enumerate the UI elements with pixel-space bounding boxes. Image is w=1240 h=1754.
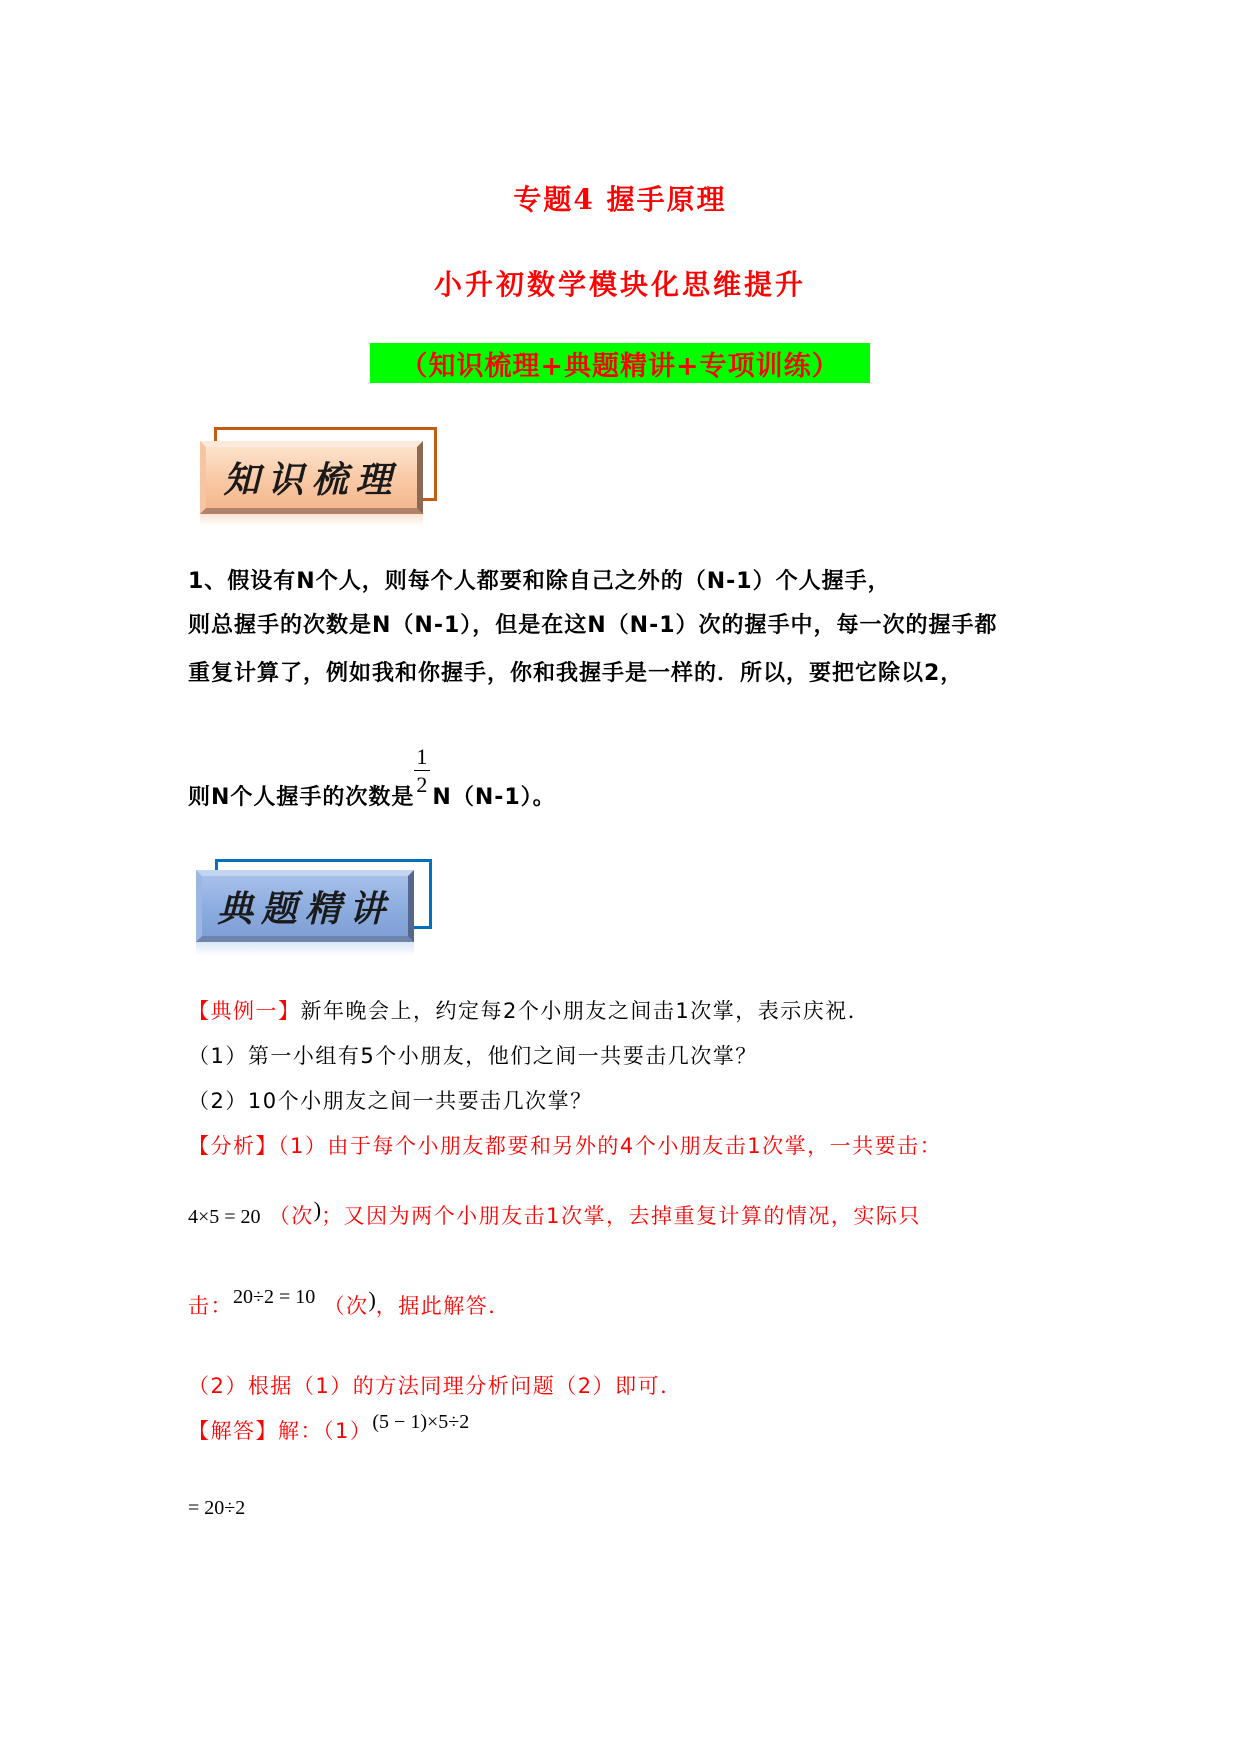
analysis-text-3-prefix: 击： [188, 1294, 233, 1318]
banner-text: （知识梳理+典题精讲+专项训练） [400, 350, 840, 382]
answer-line-1 [188, 1411, 470, 1445]
answer-math-2: = 20÷2 [188, 1497, 246, 1519]
analysis-line-4: （2）根据（1）的方法同理分析问题（2）即可． [188, 1374, 683, 1398]
analysis-tag: 【分析】 [188, 1134, 278, 1158]
analysis-text-1: （1）由于每个小朋友都要和另外的4个小朋友击1次掌，一共要击： [278, 1134, 943, 1158]
analysis-unit-2: （次 [323, 1294, 369, 1318]
analysis-line-2 [188, 1197, 921, 1230]
highlight-banner [370, 343, 870, 383]
analysis-line-1 [188, 1130, 942, 1160]
analysis-paren-1: ) [313, 1197, 322, 1222]
answer-prefix: 解：（1） [278, 1419, 373, 1443]
document-subtitle: 小升初数学模块化思维提升 [433, 268, 806, 301]
section-heading-examples [196, 870, 414, 942]
analysis-math-2: 20÷2 = 10 [233, 1286, 316, 1308]
analysis-text-2: ；又因为两个小朋友击1次掌，去掉重复计算的情况，实际只 [321, 1204, 921, 1228]
example-tag: 【典例一】 [188, 999, 301, 1023]
formula-prefix: 则N个人握手的次数是 [188, 785, 415, 810]
analysis-line-3 [188, 1286, 511, 1320]
answer-line-2 [188, 1495, 245, 1520]
example-question [188, 995, 870, 1025]
fraction-numerator: 1 [416, 744, 429, 769]
analysis-text-3-suffix: ，据此解答． [375, 1294, 511, 1318]
example-question-text: 新年晚会上，约定每2个小朋友之间击1次掌，表示庆祝． [300, 999, 871, 1023]
section-heading-label: 知识梳理 [223, 459, 400, 501]
section-heading-label: 典题精讲 [216, 887, 393, 930]
example-subquestion-2: （2）10个小朋友之间一共要击几次掌？ [188, 1089, 593, 1113]
answer-tag: 【解答】 [188, 1419, 278, 1443]
analysis-paren-2: ) [368, 1287, 376, 1312]
document-title: 专题4 握手原理 [513, 183, 727, 216]
analysis-unit-1: （次 [268, 1204, 314, 1228]
section-heading-knowledge [200, 441, 423, 514]
knowledge-line-1: 1、假设有N个人，则每个人都要和除自己之外的（N-1）个人握手， [188, 569, 891, 594]
analysis-math-1: 4×5 = 20 [188, 1206, 261, 1228]
example-subquestion-1: （1）第一小组有5个小朋友，他们之间一共要击几次掌？ [188, 1044, 758, 1068]
knowledge-formula-line [188, 744, 556, 811]
fraction-denominator: 2 [416, 772, 429, 797]
heading-reflection [196, 942, 414, 956]
fraction-bar [414, 770, 430, 771]
formula-suffix: N（N-1）。 [432, 785, 556, 810]
knowledge-line-2: 则总握手的次数是N（N-1），但是在这N（N-1）次的握手中，每一次的握手都 [188, 613, 998, 638]
heading-reflection [200, 514, 423, 526]
knowledge-line-3: 重复计算了，例如我和你握手，你和我握手是一样的．所以，要把它除以2， [188, 661, 964, 686]
answer-math-1: (5 − 1)×5÷2 [372, 1411, 470, 1433]
fraction-one-half [414, 744, 432, 804]
